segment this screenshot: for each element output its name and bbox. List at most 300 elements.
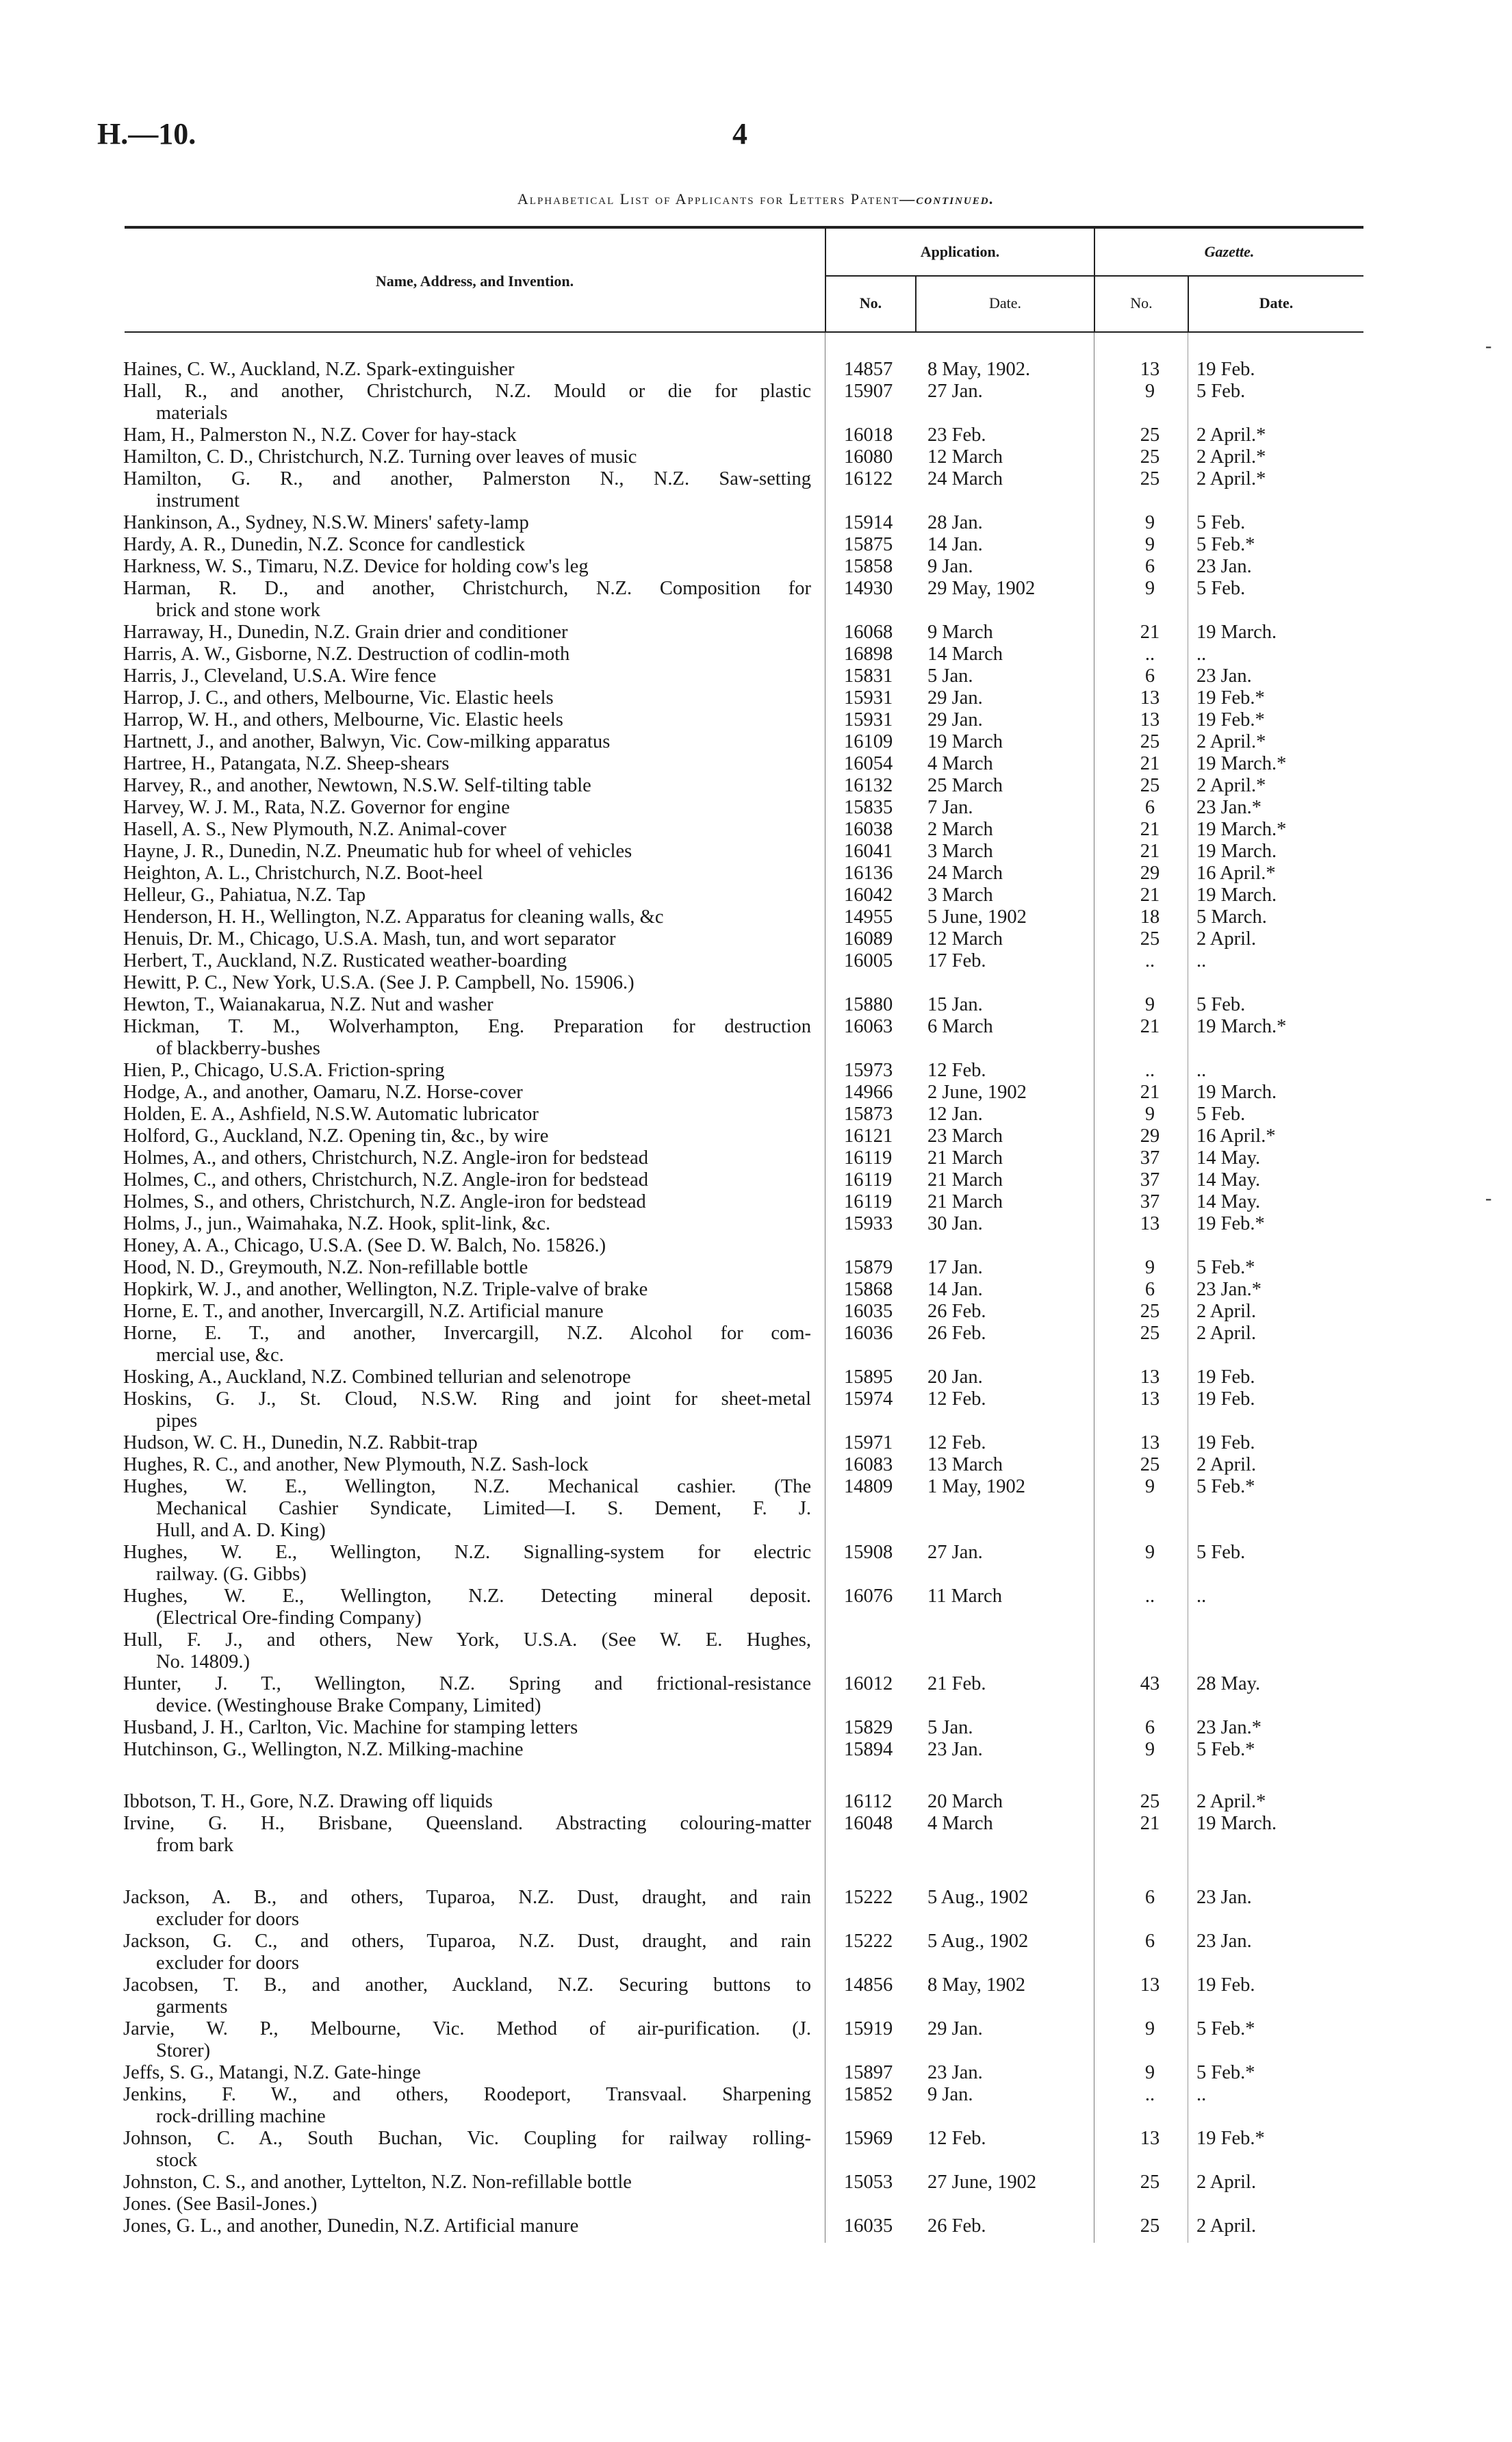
applicant-name [123,1542,811,1586]
gazette-date: 16 April.* [1196,1125,1276,1147]
application-number: 15831 [844,665,893,687]
application-number: 16121 [844,1125,893,1147]
gazette-date: 2 April. [1196,2172,1257,2193]
applicant-name-continuation: stock [156,2150,198,2171]
application-date: 20 March [927,1791,1003,1812]
applicant-list [0,359,1512,2237]
gazette-number: 21 [1140,819,1160,840]
application-number: 16898 [844,644,893,665]
gazette-date: 19 Feb.* [1196,709,1265,730]
application-number: 16083 [844,1454,893,1475]
gazette-date: 19 Feb.* [1196,2128,1265,2149]
application-number: 15858 [844,556,893,577]
application-number: 15880 [844,994,893,1015]
applicant-name [123,2084,811,2128]
applicant-row [0,2018,1512,2062]
application-date: 13 March [927,1454,1003,1475]
gazette-date: 19 March. [1196,885,1277,906]
applicant-name-line: Hughes, W. E., Wellington, N.Z. Detecting mineral deposit. [123,1586,811,1607]
applicant-name [123,1432,811,1454]
application-number: 16076 [844,1586,893,1607]
gazette-date: 5 Feb.* [1196,1739,1255,1760]
application-date: 12 Feb. [927,1388,986,1410]
applicant-row [0,1931,1512,1974]
application-number: 15973 [844,1060,893,1081]
gazette-date: .. [1196,2084,1207,2105]
gazette-number: 9 [1144,994,1155,1015]
gazette-date: .. [1196,1586,1207,1607]
applicant-name [123,1476,811,1542]
applicant-name-line: Jones. (See Basil-Jones.) [123,2193,318,2215]
gazette-header: Gazette. [1204,243,1255,260]
applicant-name [123,1887,811,1931]
application-number: 16136 [844,863,893,884]
applicant-name-line: Holmes, S., and others, Christchurch, N.Z. Angle-iron for bedstead [123,1191,646,1212]
gazette-date: 5 Feb. [1196,512,1246,533]
applicant-row [0,994,1512,1016]
application-date: 9 Jan. [927,2084,973,2105]
gazette-date: 19 March.* [1196,819,1287,840]
application-number: 15907 [844,381,893,402]
gazette-number: 9 [1144,578,1155,599]
application-date: 9 Jan. [927,556,973,577]
application-date: 29 Jan. [927,687,983,709]
applicant-name [123,753,811,775]
gazette-number: 6 [1144,1887,1155,1908]
application-number: 15053 [844,2172,893,2193]
gazette-number: 37 [1140,1191,1160,1212]
gazette-number: 13 [1140,1388,1160,1410]
application-number: 16035 [844,1301,893,1322]
gazette-number: 13 [1140,2128,1160,2149]
gazette-date: 5 March. [1196,906,1267,928]
gazette-date: 23 Jan. [1196,556,1252,577]
applicant-name-line: Herbert, T., Auckland, N.Z. Rusticated weather-boarding [123,950,567,971]
applicant-row [0,1813,1512,1857]
application-date: 4 March [927,753,993,774]
application-number: 16018 [844,424,893,446]
applicant-name [123,665,811,687]
applicant-row [0,885,1512,906]
gazette-date: 2 April. [1196,1301,1257,1322]
applicant-name [123,1235,811,1257]
applicant-name [123,731,811,753]
applicant-name [123,1060,811,1082]
applicant-name-line: Hunter, J. T., Wellington, N.Z. Spring and frictional-resistance [123,1673,811,1694]
gazette-date: 23 Jan. [1196,665,1252,687]
applicant-row [0,1147,1512,1169]
applicant-row [0,381,1512,424]
applicant-name-line: Holden, E. A., Ashfield, N.S.W. Automatic lubricator [123,1104,539,1125]
applicant-name-line: Hasell, A. S., New Plymouth, N.Z. Animal-cover [123,819,507,840]
application-date: 19 March [927,731,1003,752]
applicant-name-line: Jackson, G. C., and others, Tuparoa, N.Z. Dust, draught, and rain [123,1931,811,1952]
gazette-number: .. [1144,2084,1155,2105]
gazette-date: 14 May. [1196,1169,1261,1191]
margin-mark-right-top: ‐ [1485,335,1492,357]
gazette-number: 37 [1140,1169,1160,1191]
gazette-date: 14 May. [1196,1191,1261,1212]
applicant-name-line: Horne, E. T., and another, Invercargill, N.Z. Alcohol for com- [123,1323,811,1344]
applicant-row [0,1974,1512,2018]
application-number: 16036 [844,1323,893,1344]
gazette-number: 21 [1140,885,1160,906]
applicant-name-line: Hodge, A., and another, Oamaru, N.Z. Horse-cover [123,1082,523,1103]
applicant-name-line: Jeffs, S. G., Matangi, N.Z. Gate-hinge [123,2062,421,2083]
gazette-date: 14 May. [1196,1147,1261,1169]
gazette-date: 19 March. [1196,1813,1277,1834]
application-number: 16109 [844,731,893,752]
application-date: 30 Jan. [927,1213,983,1234]
applicant-row [0,2193,1512,2215]
application-date: 3 March [927,841,993,862]
applicant-name-line: Hall, R., and another, Christchurch, N.Z. Mould or die for plastic [123,381,811,402]
applicant-row [0,687,1512,709]
gazette-number: 13 [1140,1974,1160,1996]
applicant-row [0,775,1512,797]
gazette-number: 18 [1140,906,1160,928]
applicant-name [123,1191,811,1213]
application-date: 12 Jan. [927,1104,983,1125]
gazette-number: .. [1144,950,1155,971]
application-date: 23 Jan. [927,2062,983,2083]
applicant-name-line: Harvey, W. J. M., Rata, N.Z. Governor for engine [123,797,510,818]
applicant-name [123,775,811,797]
applicant-row [0,1016,1512,1060]
applicant-name-line: Hood, N. D., Greymouth, N.Z. Non-refillable bottle [123,1257,528,1278]
applicant-name-continuation: Storer) [156,2040,211,2061]
applicant-row [0,972,1512,994]
application-number: 15971 [844,1432,893,1453]
gazette-number: 6 [1144,1717,1155,1738]
applicant-name-line: Hoskins, G. J., St. Cloud, N.S.W. Ring and joint for sheet-metal [123,1388,811,1410]
gazette-number: 21 [1140,1016,1160,1037]
applicant-name-line: Hartnett, J., and another, Balwyn, Vic. Cow-milking apparatus [123,731,611,752]
gazette-number: 6 [1144,1931,1155,1952]
applicant-name [123,819,811,841]
application-date: 14 Jan. [927,534,983,555]
application-date: 20 Jan. [927,1366,983,1388]
application-date: 23 March [927,1125,1003,1147]
applicant-row [0,1388,1512,1432]
applicant-name [123,578,811,622]
applicant-name-line: Henuis, Dr. M., Chicago, U.S.A. Mash, tun, and wort separator [123,928,616,950]
gazette-date: 2 April.* [1196,424,1266,446]
application-number: 14955 [844,906,893,928]
applicant-name [123,1931,811,1974]
applicant-name [123,2018,811,2062]
applicant-name-line: Holmes, A., and others, Christchurch, N.Z. Angle-iron for bedstead [123,1147,648,1169]
applicant-row [0,1673,1512,1717]
gazette-number: .. [1144,1586,1155,1607]
application-date: 11 March [927,1586,1002,1607]
application-number: 16112 [844,1791,893,1812]
gazette-number: 21 [1140,753,1160,774]
applicant-row [0,578,1512,622]
applicant-name-line: Harkness, W. S., Timaru, N.Z. Device for holding cow's leg [123,556,589,577]
application-date: 21 March [927,1191,1003,1212]
applicant-name [123,1813,811,1857]
applicant-name [123,1104,811,1125]
gazette-date: 28 May. [1196,1673,1261,1694]
application-number: 14930 [844,578,893,599]
applicant-name-line: Hughes, R. C., and another, New Plymouth, N.Z. Sash-lock [123,1454,589,1475]
gazette-number: 25 [1140,446,1160,468]
applicant-name [123,1213,811,1235]
applicant-name [123,2215,811,2237]
applicant-row [0,512,1512,534]
gazette-number: 25 [1140,1454,1160,1475]
gazette-date: 5 Feb. [1196,578,1246,599]
application-number: 15829 [844,1717,893,1738]
applicant-name [123,1454,811,1476]
applicant-name-line: Jacobsen, T. B., and another, Auckland, N.Z. Securing buttons to [123,1974,811,1996]
margin-mark-right-mid: ‐ [1485,1188,1492,1209]
gazette-date: 16 April.* [1196,863,1276,884]
applicant-name-continuation: device. (Westinghouse Brake Company, Limited) [156,1695,541,1716]
gazette-number: 9 [1144,534,1155,555]
gazette-number: 6 [1144,797,1155,818]
gazette-number: 6 [1144,556,1155,577]
application-number: 15875 [844,534,893,555]
gazette-date: 5 Feb.* [1196,534,1255,555]
applicant-name [123,863,811,885]
applicant-name [123,2128,811,2172]
applicant-name-continuation: of blackberry-bushes [156,1038,320,1059]
gazette-date: 2 April.* [1196,731,1266,752]
gazette-date: 19 Feb.* [1196,687,1265,709]
gazette-date: 19 Feb. [1196,1432,1255,1453]
applicant-row [0,928,1512,950]
applicant-row [0,863,1512,885]
applicant-name-line: Holmes, C., and others, Christchurch, N.Z. Angle-iron for bedstead [123,1169,648,1191]
application-number: 14857 [844,359,893,380]
gazette-date: 19 March. [1196,841,1277,862]
gazette-date: 23 Jan.* [1196,1717,1261,1738]
applicant-name [123,950,811,972]
applicant-name-continuation: mercial use, &c. [156,1345,284,1366]
applicant-name-line: Holford, G., Auckland, N.Z. Opening tin, &c., by wire [123,1125,549,1147]
gazette-date: 2 April. [1196,1454,1257,1475]
application-date: 21 March [927,1147,1003,1169]
applicant-row [0,1454,1512,1476]
applicant-name [123,1388,811,1432]
gazette-date: 5 Feb.* [1196,2062,1255,2083]
application-date: 12 Feb. [927,2128,986,2149]
applicant-row [0,1476,1512,1542]
applicant-name [123,556,811,578]
gazette-number: 25 [1140,468,1160,489]
application-date: 12 March [927,928,1003,950]
applicant-name [123,972,811,994]
application-date: 8 May, 1902 [927,1974,1026,1996]
applicant-row [0,534,1512,556]
application-number: 15897 [844,2062,893,2083]
applicant-name-line: Hien, P., Chicago, U.S.A. Friction-spring [123,1060,445,1081]
applicant-row [0,665,1512,687]
applicant-name [123,906,811,928]
applicant-name [123,841,811,863]
applicant-row [0,2062,1512,2084]
application-number: 16119 [844,1169,893,1191]
applicant-name-line: Hartree, H., Patangata, N.Z. Sheep-shears [123,753,450,774]
applicant-name-line: Heighton, A. L., Christchurch, N.Z. Boot-heel [123,863,483,884]
applicant-name [123,424,811,446]
gazette-date: 5 Feb.* [1196,1257,1255,1278]
applicant-name-line: Haines, C. W., Auckland, N.Z. Spark-extinguisher [123,359,515,380]
gazette-number: 25 [1140,928,1160,950]
application-date: 29 Jan. [927,2018,983,2039]
applicant-row [0,359,1512,381]
gazette-number: 9 [1144,1104,1155,1125]
application-number: 15914 [844,512,893,533]
application-number: 14856 [844,1974,893,1996]
applicant-name [123,687,811,709]
applicant-name-continuation: excluder for doors [156,1909,299,1930]
application-number: 14809 [844,1476,893,1497]
applicant-name [123,1016,811,1060]
application-number: 15879 [844,1257,893,1278]
application-date: 6 March [927,1016,993,1037]
applicant-row [0,797,1512,819]
applicant-name [123,1366,811,1388]
applicant-name [123,1279,811,1301]
application-number: 16035 [844,2215,893,2237]
applicant-name-line: Hutchinson, G., Wellington, N.Z. Milking-machine [123,1739,524,1760]
applicant-name [123,1974,811,2018]
application-number: 16119 [844,1147,893,1169]
application-number: 15868 [844,1279,893,1300]
application-date: 26 Feb. [927,1323,986,1344]
gazette-no-header: No. [1130,294,1153,311]
application-number: 15969 [844,2128,893,2149]
applicant-row [0,1213,1512,1235]
applicant-row [0,1169,1512,1191]
applicant-row [0,2172,1512,2193]
gazette-number: 37 [1140,1147,1160,1169]
applicant-row [0,950,1512,972]
applicant-row [0,1739,1512,1761]
gazette-number: 25 [1140,424,1160,446]
gazette-date: 19 March. [1196,1082,1277,1103]
applicant-name-continuation: instrument [156,490,240,511]
application-date: 5 June, 1902 [927,906,1027,928]
applicant-name-continuation: (Electrical Ore-finding Company) [156,1607,422,1629]
application-number: 16122 [844,468,893,489]
gazette-date: 23 Jan.* [1196,797,1261,818]
application-date: 24 March [927,863,1003,884]
applicant-row [0,1717,1512,1739]
applicant-name [123,885,811,906]
applicant-name [123,2172,811,2193]
applicant-name-line: Hull, F. J., and others, New York, U.S.A. (See W. E. Hughes, [123,1629,811,1651]
applicant-name-continuation: railway. (G. Gibbs) [156,1564,307,1585]
applicant-row [0,1257,1512,1279]
applicant-name-line: Jones, G. L., and another, Dunedin, N.Z. Artificial manure [123,2215,579,2237]
gazette-date: 19 March.* [1196,753,1287,774]
application-number: 16042 [844,885,893,906]
applicant-name-continuation: pipes [156,1410,198,1432]
gazette-date: 19 Feb. [1196,359,1255,380]
applicant-row [0,1191,1512,1213]
gazette-date: 5 Feb.* [1196,1476,1255,1497]
applicant-row [0,1432,1512,1454]
applicant-row [0,1060,1512,1082]
application-number: 14966 [844,1082,893,1103]
gazette-number: 6 [1144,1279,1155,1300]
application-number: 16119 [844,1191,893,1212]
applicant-row [0,446,1512,468]
application-header: Application. [920,243,1000,260]
applicant-row [0,1887,1512,1931]
application-date: 8 May, 1902. [927,359,1031,380]
applicant-row [0,1586,1512,1629]
applicant-row [0,556,1512,578]
applicant-row [0,1366,1512,1388]
gazette-date: 2 April. [1196,928,1257,950]
applicant-name-line: Henderson, H. H., Wellington, N.Z. Apparatus for cleaning walls, &c [123,906,664,928]
applicant-row [0,1125,1512,1147]
gazette-date: 23 Jan. [1196,1887,1252,1908]
application-date: 3 March [927,885,993,906]
applicant-name-line: Holms, J., jun., Waimahaka, N.Z. Hook, split-link, &c. [123,1213,551,1234]
gazette-number: 25 [1140,1791,1160,1812]
applicant-name [123,994,811,1016]
applicant-name [123,1169,811,1191]
gazette-date: .. [1196,1060,1207,1081]
application-date: 21 March [927,1169,1003,1191]
section-spacer [0,1857,1512,1887]
application-date: 4 March [927,1813,993,1834]
application-number: 15222 [844,1931,893,1952]
gazette-date: 5 Feb. [1196,994,1246,1015]
applicant-name [123,1629,811,1673]
gazette-date: 23 Jan.* [1196,1279,1261,1300]
gazette-number: 6 [1144,665,1155,687]
header-top-rule [125,226,1363,229]
application-number: 15974 [844,1388,893,1410]
gazette-date: 2 April.* [1196,446,1266,468]
gazette-number: 21 [1140,1813,1160,1834]
applicant-name [123,1301,811,1323]
applicant-name [123,1323,811,1366]
applicant-name-line: Helleur, G., Pahiatua, N.Z. Tap [123,885,366,906]
application-number: 16048 [844,1813,893,1834]
applicant-name [123,468,811,512]
gazette-number: 25 [1140,775,1160,796]
application-date: 29 Jan. [927,709,983,730]
gazette-number: 21 [1140,1082,1160,1103]
gazette-date: 19 March. [1196,622,1277,643]
applicant-name [123,2193,811,2215]
application-date: 5 Jan. [927,665,973,687]
application-number: 16054 [844,753,893,774]
page-number: 4 [732,117,747,151]
applicant-name [123,797,811,819]
applicant-row [0,1279,1512,1301]
gazette-number: 9 [1144,1476,1155,1497]
applicant-row [0,1323,1512,1366]
gazette-date: 5 Feb.* [1196,2018,1255,2039]
header-bottom-rule [125,331,1363,333]
applicant-row [0,819,1512,841]
application-date: 25 March [927,775,1003,796]
applicant-name [123,1791,811,1813]
applicant-row [0,1104,1512,1125]
application-date: 21 Feb. [927,1673,986,1694]
gazette-date: 19 Feb. [1196,1974,1255,1996]
applicant-row [0,1629,1512,1673]
